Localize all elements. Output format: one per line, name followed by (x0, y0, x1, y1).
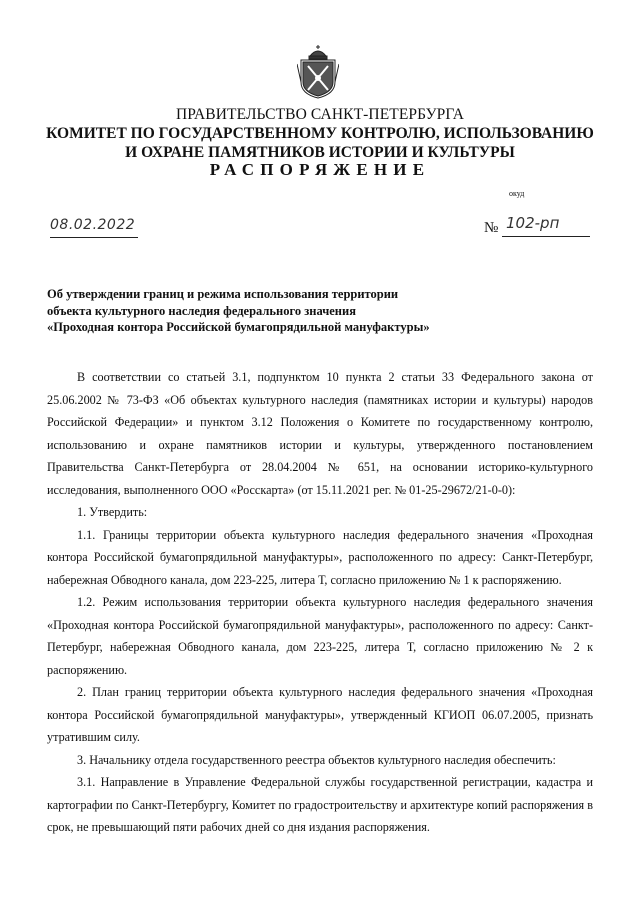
document-date: 08.02.2022 (50, 217, 138, 238)
government-title: ПРАВИТЕЛЬСТВО САНКТ-ПЕТЕРБУРГА (175, 106, 465, 123)
clause-1: 1. Утвердить: (77, 505, 148, 519)
committee-title (0, 124, 640, 162)
document-subject (47, 286, 430, 336)
subject-line3: «Проходная контора Российской бумагопрядильной мануфактуры» (47, 320, 430, 334)
document-body (47, 366, 593, 839)
subject-line2: объекта культурного наследия федерального значения (47, 303, 356, 318)
document-number: 102-рп (502, 214, 590, 237)
clause-3-1: 3.1. Направление в Управление Федеральной службы государственной регистрации, кадастра и картографии по Санкт-Петербургу, Комитет по градостроительству и архитектуре копий распоряжения в срок, не превышающий пяти рабочих дней со дня издания распоряжения. (47, 775, 593, 834)
preamble-paragraph: В соответствии со статьей 3.1, подпунктом 10 пункта 2 статьи 33 Федерального закона от 25.06.2002 № 73-ФЗ «Об объектах культурного наследия (памятниках истории и культуры) народов Российской Федерации» и пунктом 3.12 Положения о Комитете по государственному контролю, использованию и охране памятников истории и культуры, утвержденного постановлением Правительства Санкт-Петербурга от 28.04.2004 № 651, на основании историко-культурного исследования, выполненного ООО «Росскарта» (от 15.11.2021 рег. № 01-25-29672/21-0-0): (47, 370, 593, 497)
committee-title-line2: И ОХРАНЕ ПАМЯТНИКОВ ИСТОРИИ И КУЛЬТУРЫ (125, 144, 515, 161)
subject-line1: Об утверждении границ и режима использования территории (47, 287, 399, 301)
clause-1-1: 1.1. Границы территории объекта культурного наследия федерального значения «Проходная контора Российской бумагопрядильной мануфактуры», расположенного по адресу: Санкт-Петербург, набережная Обводного канала, дом 223-225, литера Т, согласно приложению № 1 к распоряжению. (47, 527, 593, 587)
clause-1-2: 1.2. Режим использования территории объекта культурного наследия федерального значения «Проходная контора Российской бумагопрядильной мануфактуры», расположенного по адресу: Санкт-Петербург, набережная Обводного канала, дом 223-225, литера Т, согласно приложению № 2 к распоряжению. (47, 595, 593, 677)
saint-petersburg-coat-of-arms-icon (297, 44, 339, 100)
clause-3: 3. Начальнику отдела государственного реестра объектов культурного наследия обеспечить: (77, 752, 556, 767)
committee-title-line1: КОМИТЕТ ПО ГОСУДАРСТВЕННОМУ КОНТРОЛЮ, ИСПОЛЬЗОВАНИЮ (46, 125, 594, 142)
clause-2: 2. План границ территории объекта культурного наследия федерального значения «Проходная контора Российской бумагопрядильной мануфактуры», утвержденный КГИОП 06.07.2005, признать утратившим силу. (47, 685, 593, 744)
number-label: № (484, 220, 499, 236)
document-type: РАСПОРЯЖЕНИЕ (209, 160, 431, 179)
okud-label: окуд (509, 189, 525, 198)
